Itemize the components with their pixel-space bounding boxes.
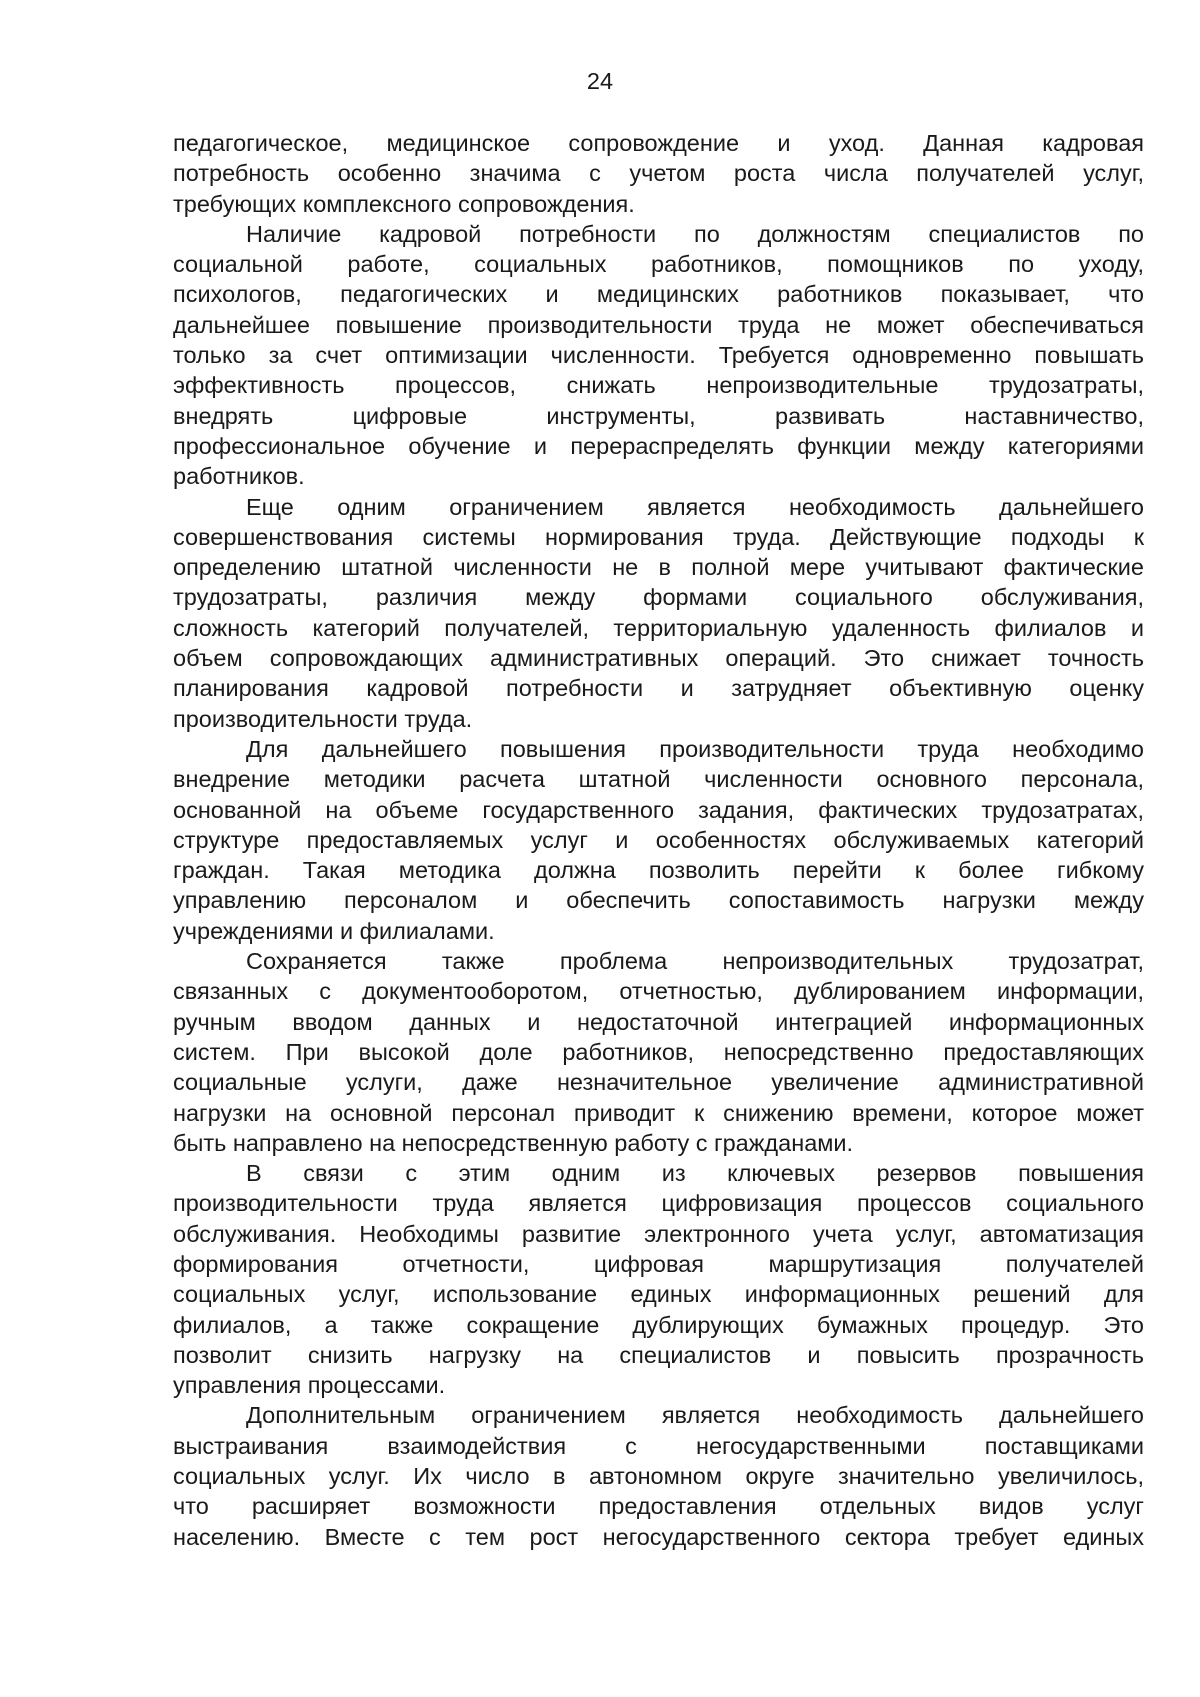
text-line: обслуживания. Необходимы развитие электронного учета услуг, автоматизация [173,1220,1144,1247]
paragraph [173,946,1144,1158]
text-line: потребность особенно значима с учетом роста числа получателей услуг, [173,160,1144,187]
text-line: что расширяет возможности предоставления отдельных видов услуг [173,1493,1144,1520]
text-line: учреждениями и филиалами. [173,917,495,944]
text-line: Еще одним ограничением является необходимость дальнейшего [246,493,1144,520]
text-line: планирования кадровой потребности и затрудняет объективную оценку [173,675,1144,702]
text-line: управлению персоналом и обеспечить сопоставимость нагрузки между [173,887,1144,914]
text-line: систем. При высокой доле работников, непосредственно предоставляющих [173,1038,1144,1065]
text-line: Наличие кадровой потребности по должностям специалистов по [246,220,1144,247]
text-line: населению. Вместе с тем рост негосударственного сектора требует единых [173,1523,1144,1550]
text-line: внедрение методики расчета штатной численности основного персонала, [173,766,1144,793]
text-line: педагогическое, медицинское сопровождение и уход. Данная кадровая [173,130,1144,156]
text-line: В связи с этим одним из ключевых резервов повышения [246,1160,1144,1187]
text-line: структуре предоставляемых услуг и особенностях обслуживаемых категорий [173,826,1144,853]
paragraph [173,128,1144,219]
text-line: внедрять цифровые инструменты, развивать наставничество, [173,402,1144,429]
text-line: формирования отчетности, цифровая маршрутизация получателей [173,1250,1144,1277]
text-line: психологов, педагогических и медицинских работников показывает, что [173,281,1144,308]
text-line: только за счет оптимизации численности. Требуется одновременно повышать [173,342,1144,369]
text-line: филиалов, а также сокращение дублирующих бумажных процедур. Это [173,1311,1144,1338]
text-line: социальных услуг, использование единых информационных решений для [173,1281,1144,1308]
text-line: ручным вводом данных и недостаточной интеграцией информационных [173,1008,1144,1035]
text-line: дальнейшее повышение производительности труда не может обеспечиваться [173,311,1144,338]
document-body [173,128,1144,1552]
text-line: определению штатной численности не в полной мере учитывают фактические [173,554,1144,581]
text-line: управления процессами. [173,1372,446,1399]
text-line: Сохраняется также проблема непроизводительных трудозатрат, [246,948,1144,975]
text-line: трудозатраты, различия между формами социального обслуживания, [173,584,1144,611]
paragraph [173,219,1144,492]
text-line: граждан. Такая методика должна позволить перейти к более гибкому [173,857,1144,884]
text-line: объем сопровождающих административных операций. Это снижает точность [173,645,1144,672]
page-number: 24 [586,68,614,94]
text-line: требующих комплексного сопровождения. [173,190,635,217]
text-line: производительности труда является цифровизация процессов социального [173,1190,1144,1217]
text-line: позволит снизить нагрузку на специалистов и повысить прозрачность [173,1341,1144,1368]
paragraph [173,1400,1144,1551]
text-line: эффективность процессов, снижать непроизводительные трудозатраты, [173,372,1144,399]
text-line: связанных с документооборотом, отчетностью, дублированием информации, [173,978,1144,1005]
text-line: нагрузки на основной персонал приводит к снижению времени, которое может [173,1099,1144,1126]
paragraph [173,734,1144,946]
text-line: производительности труда. [173,705,473,732]
text-line: выстраивания взаимодействия с негосударственными поставщиками [173,1432,1144,1459]
text-line: Для дальнейшего повышения производительности труда необходимо [246,735,1144,762]
text-line: социальных услуг. Их число в автономном округе значительно увеличилось, [173,1463,1144,1490]
paragraph [173,492,1144,734]
text-line: профессиональное обучение и перераспределять функции между категориями [173,432,1144,459]
text-line: сложность категорий получателей, территориальную удаленность филиалов и [173,614,1144,641]
text-line: Дополнительным ограничением является необходимость дальнейшего [246,1402,1144,1429]
text-line: совершенствования системы нормирования труда. Действующие подходы к [173,523,1144,550]
text-line: основанной на объеме государственного задания, фактических трудозатратах, [173,796,1144,823]
paragraph [173,1158,1144,1400]
text-line: социальной работе, социальных работников, помощников по уходу, [173,251,1144,278]
text-line: работников. [173,463,305,490]
text-line: быть направлено на непосредственную работу с гражданами. [173,1129,854,1156]
text-line: социальные услуги, даже незначительное увеличение административной [173,1069,1144,1096]
